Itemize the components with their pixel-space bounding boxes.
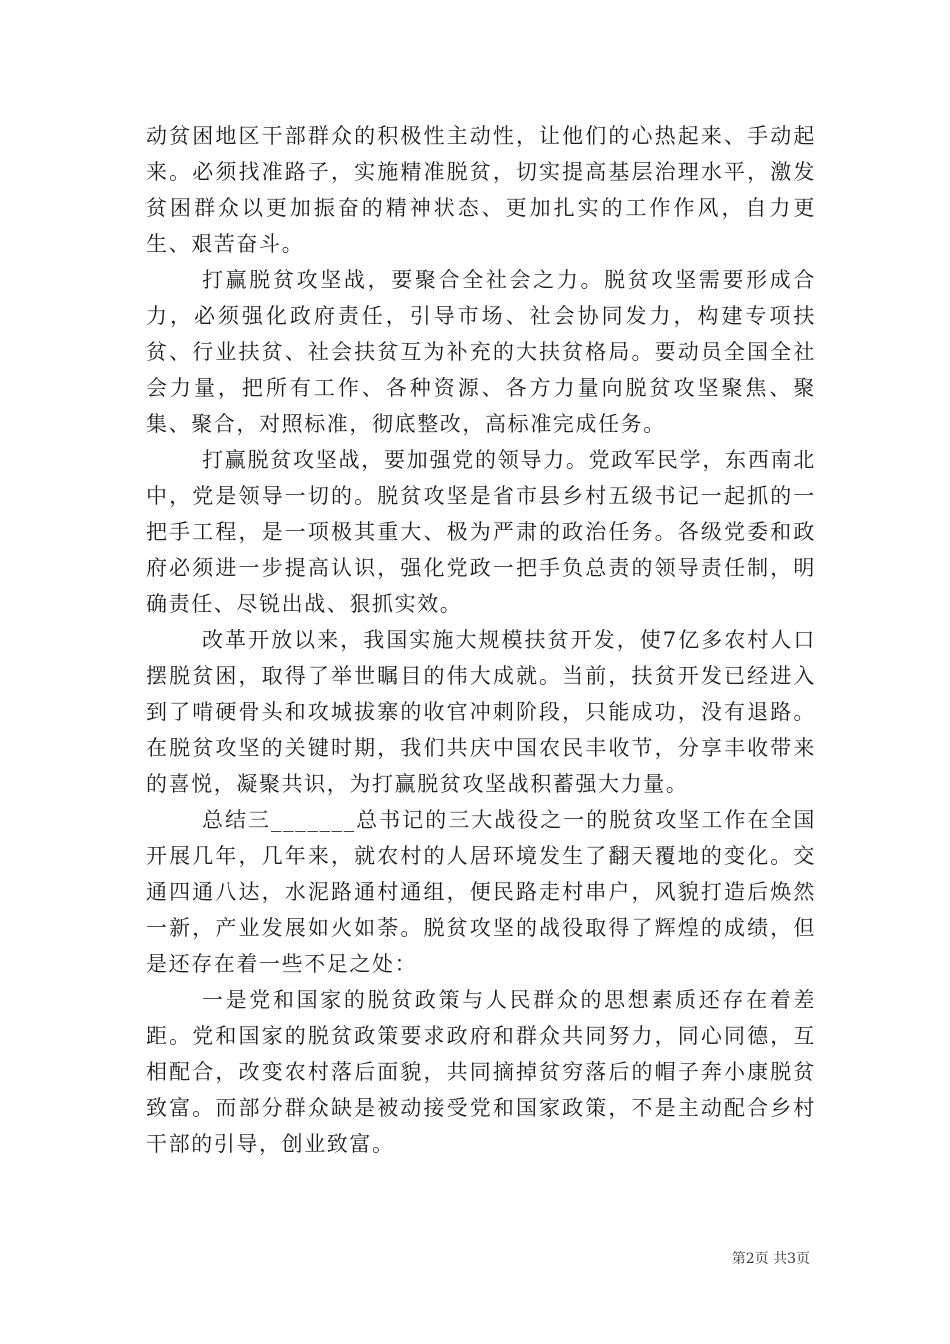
- paragraph-1: 动贫困地区干部群众的积极性主动性，让他们的心热起来、手动起来。必须找准路子，实施精准脱贫，切实提高基层治理水平，激发贫困群众以更加振奋的精神状态、更加扎实的工作作风，自力更生、艰苦奋斗。: [146, 124, 816, 256]
- paragraph-2: 打赢脱贫攻坚战，要聚合全社会之力。脱贫攻坚需要形成合力，必须强化政府责任，引导市场、社会协同发力，构建专项扶贫、行业扶贫、社会扶贫互为补充的大扶贫格局。要动员全国全社会力量，把所有工作、各种资源、各方力量向脱贫攻坚聚焦、聚集、聚合，对照标准，彻底整改，高标准完成任务。: [146, 268, 816, 436]
- paragraph-5: 总结三_______总书记的三大战役之一的脱贫攻坚工作在全国开展几年，几年来，就农村的人居环境发生了翻天覆地的变化。交通四通八达，水泥路通村通组，便民路走村串户，风貌打造后焕然一新，产业发展如火如荼。脱贫攻坚的战役取得了辉煌的成绩，但是还存在着一些不足之处：: [146, 808, 816, 976]
- paragraph-4: 改革开放以来，我国实施大规模扶贫开发，使7亿多农村人口摆脱贫困，取得了举世瞩目的伟大成就。当前，扶贫开发已经进入到了啃硬骨头和攻城拔寨的收官冲刺阶段，只能成功，没有退路。在脱贫攻坚的关键时期，我们共庆中国农民丰收节，分享丰收带来的喜悦，凝聚共识，为打赢脱贫攻坚战积蓄强大力量。: [146, 628, 816, 796]
- paragraph-3: 打赢脱贫攻坚战，要加强党的领导力。党政军民学，东西南北中，党是领导一切的。脱贫攻坚是省市县乡村五级书记一起抓的一把手工程，是一项极其重大、极为严肃的政治任务。各级党委和政府必须进一步提高认识，强化党政一把手负总责的领导责任制，明确责任、尽锐出战、狠抓实效。: [146, 448, 816, 616]
- page-number-footer: 第2页 共3页: [731, 1251, 810, 1267]
- paragraph-6: 一是党和国家的脱贫政策与人民群众的思想素质还存在着差距。党和国家的脱贫政策要求政府和群众共同努力，同心同德，互相配合，改变农村落后面貌，共同摘掉贫穷落后的帽子奔小康脱贫致富。而部分群众缺是被动接受党和国家政策，不是主动配合乡村干部的引导，创业致富。: [146, 988, 816, 1156]
- document-body: [146, 118, 816, 1162]
